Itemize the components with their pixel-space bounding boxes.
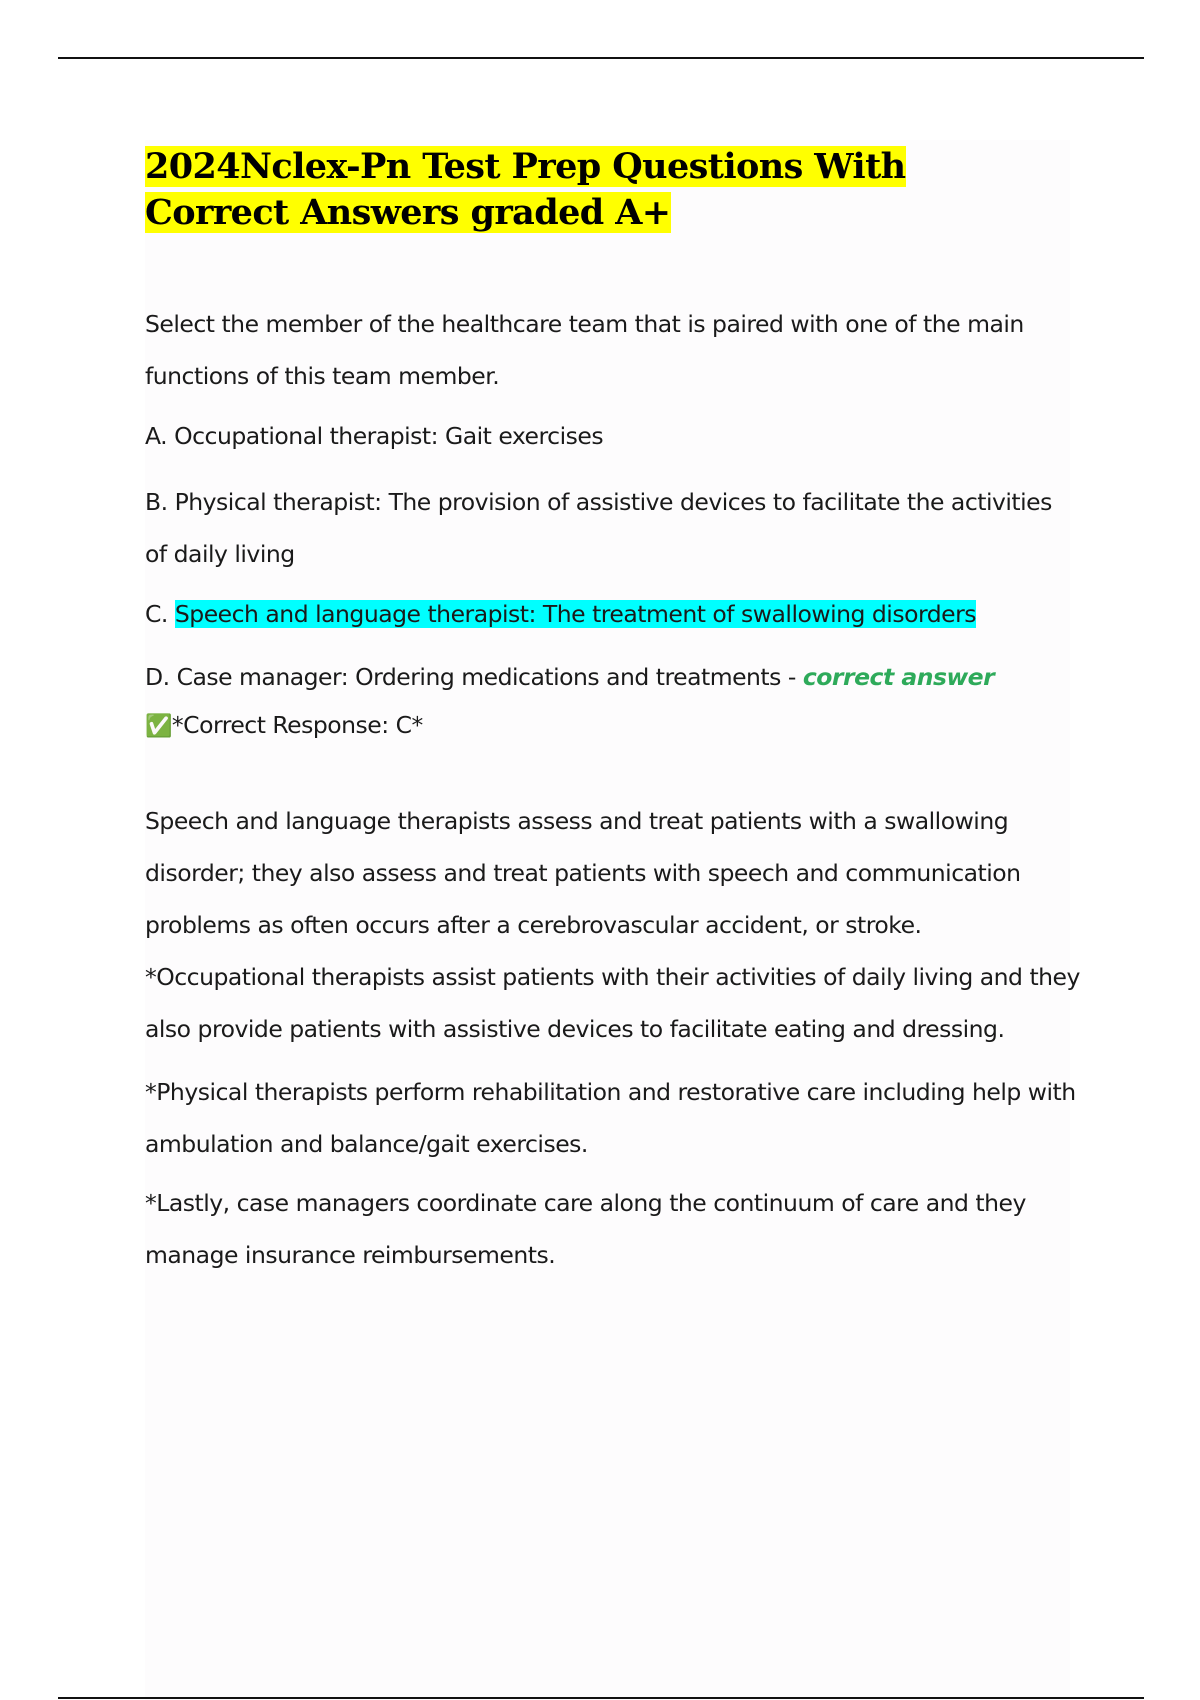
option-c-letter: C. bbox=[145, 600, 168, 628]
option-d-text: Case manager: Ordering medications and treatments bbox=[176, 663, 781, 691]
top-divider bbox=[58, 57, 1144, 59]
bottom-divider bbox=[58, 1697, 1144, 1699]
option-d-letter: D. bbox=[145, 663, 170, 691]
explanation-paragraph-3: *Lastly, case managers coordinate care along the continuum of care and they manage insurance reimbursements. bbox=[145, 1189, 1026, 1269]
document-title bbox=[145, 144, 1005, 236]
option-c-text: Speech and language therapist: The treatment of swallowing disorders bbox=[174, 600, 976, 628]
option-c bbox=[145, 588, 1080, 640]
option-b-text: Physical therapist: The provision of assistive devices to facilitate the activities of daily living bbox=[145, 488, 1052, 568]
option-a-letter: A. bbox=[145, 422, 168, 450]
answer-separator: - bbox=[787, 663, 796, 691]
correct-response: *Correct Response: C* bbox=[171, 711, 423, 739]
option-a bbox=[145, 410, 1080, 462]
explanation-paragraph-1: Speech and language therapists assess and treat patients with a swallowing disorder; they also assess and treat patients with speech and communication problems as often occurs after a cerebrovascular accident, or stroke. *Occupational therapists assist patients with their activities of daily living and they also provide patients with assistive devices to facilitate eating and dressing. bbox=[145, 807, 1080, 1043]
option-b bbox=[145, 476, 1080, 580]
option-d bbox=[145, 653, 1080, 751]
correct-answer-tag: correct answer bbox=[802, 663, 995, 691]
option-a-text: Occupational therapist: Gait exercises bbox=[174, 422, 604, 450]
option-b-letter: B. bbox=[145, 488, 168, 516]
question-text: Select the member of the healthcare team that is paired with one of the main functions of this team member. bbox=[145, 310, 1024, 390]
explanation-paragraph-2: *Physical therapists perform rehabilitation and restorative care including help with ambulation and balance/gait exercises. bbox=[145, 1078, 1076, 1158]
title-highlight: 2024Nclex-Pn Test Prep Questions With Correct Answers graded A+ bbox=[145, 146, 906, 233]
check-icon: ✅ bbox=[145, 714, 172, 739]
